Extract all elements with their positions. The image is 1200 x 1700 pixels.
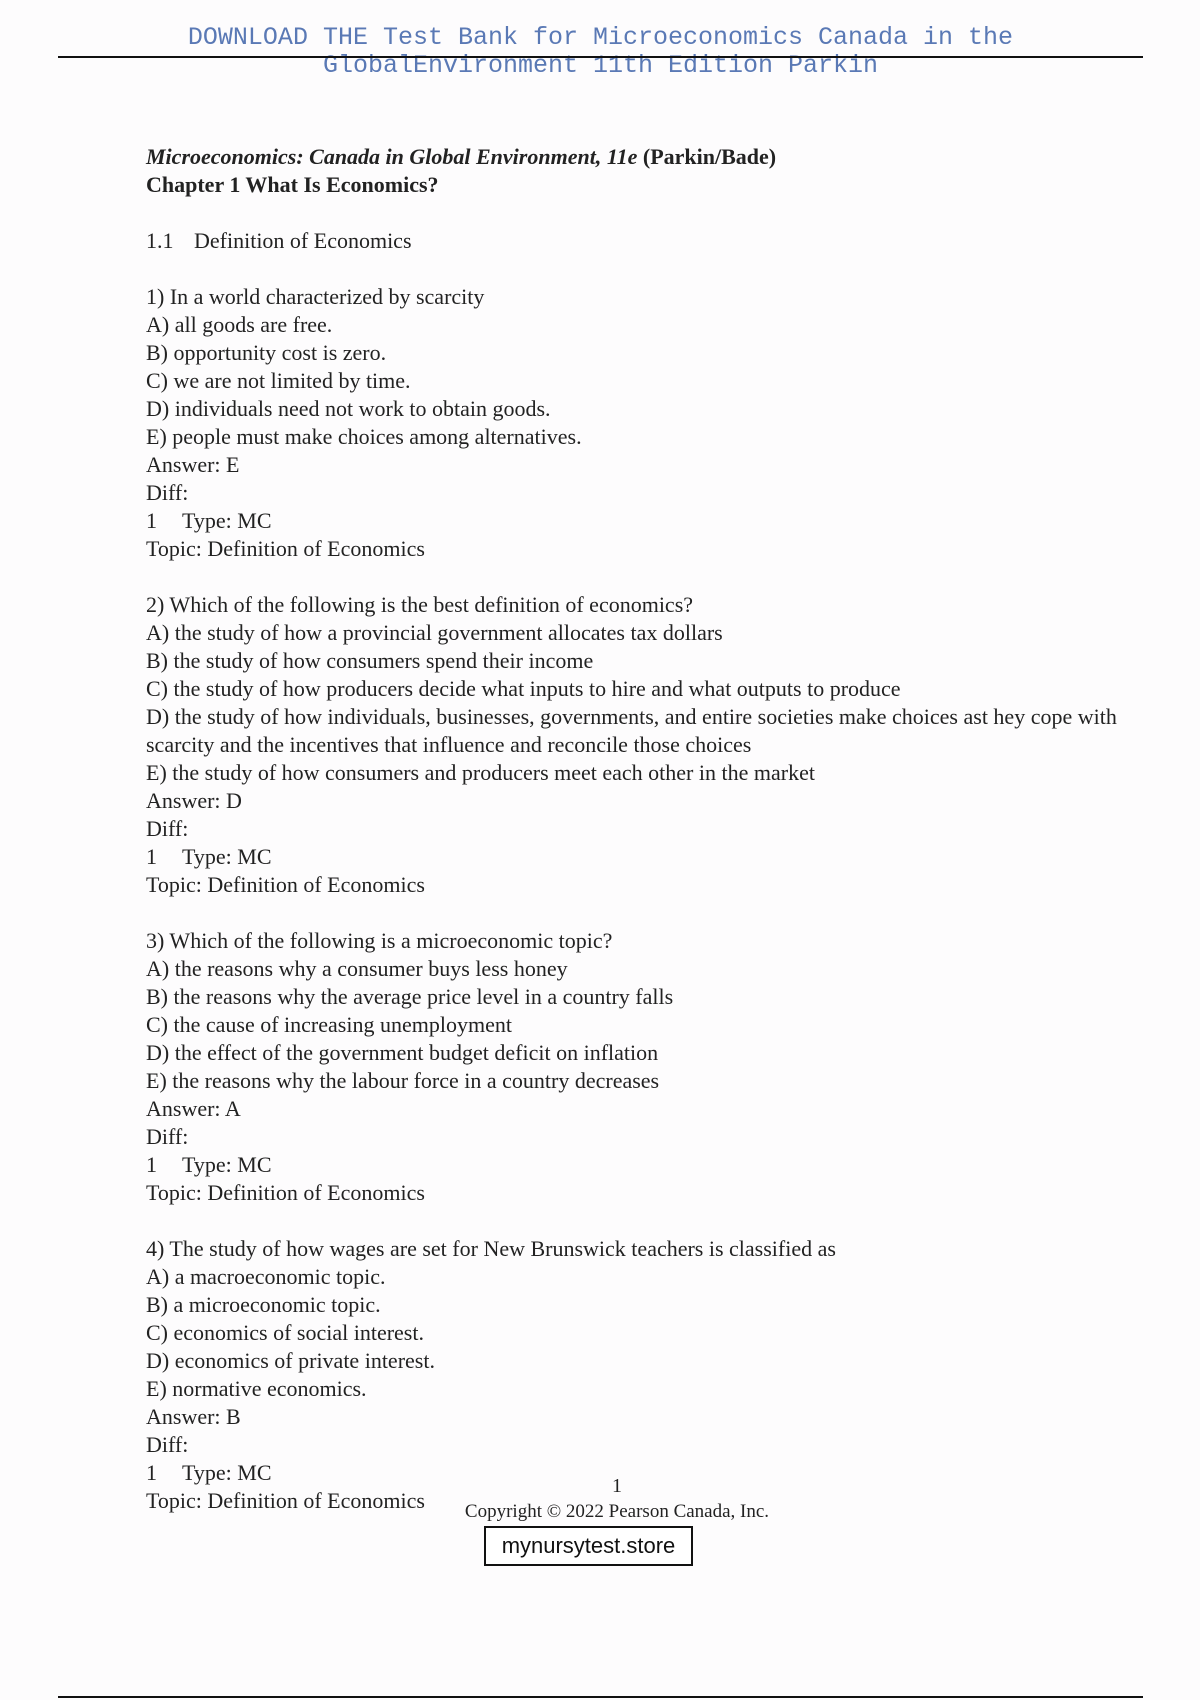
option-c: C) the cause of increasing unemployment — [146, 1012, 512, 1037]
question-2 — [146, 591, 1136, 899]
difficulty-type — [146, 1123, 1136, 1179]
option-d: D) economics of private interest. — [146, 1348, 435, 1373]
watermark-stamp: mynursytest.store — [484, 1526, 693, 1566]
chapter-heading: Chapter 1 What Is Economics? — [146, 172, 439, 197]
question-1 — [146, 283, 1136, 563]
question-type: Type: MC — [182, 1460, 272, 1485]
answer: Answer: E — [146, 452, 240, 477]
option-b: B) the reasons why the average price level in a country falls — [146, 984, 674, 1009]
option-a: A) the reasons why a consumer buys less honey — [146, 956, 568, 981]
option-b: B) the study of how consumers spend their income — [146, 648, 594, 673]
question-stem: 2) Which of the following is the best definition of economics? — [146, 592, 694, 617]
option-b: B) opportunity cost is zero. — [146, 340, 387, 365]
book-authors: (Parkin/Bade) — [637, 144, 777, 169]
option-c: C) economics of social interest. — [146, 1320, 424, 1345]
option-a: A) all goods are free. — [146, 312, 333, 337]
topic: Topic: Definition of Economics — [146, 872, 425, 897]
page-number: 1 — [612, 1475, 622, 1497]
option-c: C) the study of how producers decide what inputs to hire and what outputs to produce — [146, 676, 901, 701]
section-heading — [146, 227, 1136, 255]
book-title: Microeconomics: Canada in Global Environment, 11e — [146, 144, 638, 169]
topic: Topic: Definition of Economics — [146, 536, 425, 561]
download-banner-link[interactable]: DOWNLOAD THE Test Bank for Microeconomics Canada in the GlobalEnvironment 11th Edition Parkin — [187, 23, 1014, 80]
question-stem: 3) Which of the following is a microeconomic topic? — [146, 928, 613, 953]
option-e: E) the reasons why the labour force in a country decreases — [146, 1068, 660, 1093]
question-type: Type: MC — [182, 844, 272, 869]
difficulty: Diff: 1 — [146, 1124, 189, 1177]
footer-rule — [58, 1696, 1143, 1698]
document-body — [146, 143, 1136, 1515]
copyright-notice: Copyright © 2022 Pearson Canada, Inc. — [464, 1501, 770, 1522]
option-b: B) a microeconomic topic. — [146, 1292, 381, 1317]
document-title — [146, 143, 1136, 171]
difficulty: Diff: 1 — [146, 480, 189, 533]
option-d: D) the effect of the government budget deficit on inflation — [146, 1040, 659, 1065]
difficulty: Diff: 1 — [146, 1432, 189, 1485]
question-type: Type: MC — [182, 1152, 272, 1177]
topic: Topic: Definition of Economics — [146, 1488, 425, 1513]
option-d: D) individuals need not work to obtain goods. — [146, 396, 551, 421]
option-e: E) the study of how consumers and producers meet each other in the market — [146, 760, 815, 785]
difficulty-type — [146, 479, 1136, 535]
answer: Answer: B — [146, 1404, 241, 1429]
answer: Answer: D — [146, 788, 242, 813]
section-title: Definition of Economics — [194, 228, 412, 253]
question-stem: 4) The study of how wages are set for New Brunswick teachers is classified as — [146, 1236, 836, 1261]
answer: Answer: A — [146, 1096, 241, 1121]
option-c: C) we are not limited by time. — [146, 368, 411, 393]
question-stem: 1) In a world characterized by scarcity — [146, 284, 485, 309]
question-3 — [146, 927, 1136, 1207]
difficulty-type — [146, 815, 1136, 871]
option-e: E) normative economics. — [146, 1376, 367, 1401]
option-a: A) a macroeconomic topic. — [146, 1264, 386, 1289]
option-d: D) the study of how individuals, businesses, governments, and entire societies make choices ast hey cope with scarcity and the incentives that influence and reconcile those choices — [146, 704, 1117, 757]
question-type: Type: MC — [182, 508, 272, 533]
option-a: A) the study of how a provincial government allocates tax dollars — [146, 620, 723, 645]
topic: Topic: Definition of Economics — [146, 1180, 425, 1205]
option-e: E) people must make choices among alternatives. — [146, 424, 582, 449]
section-number: 1.1 — [146, 228, 174, 253]
difficulty: Diff: 1 — [146, 816, 189, 869]
header-rule — [58, 56, 1143, 58]
